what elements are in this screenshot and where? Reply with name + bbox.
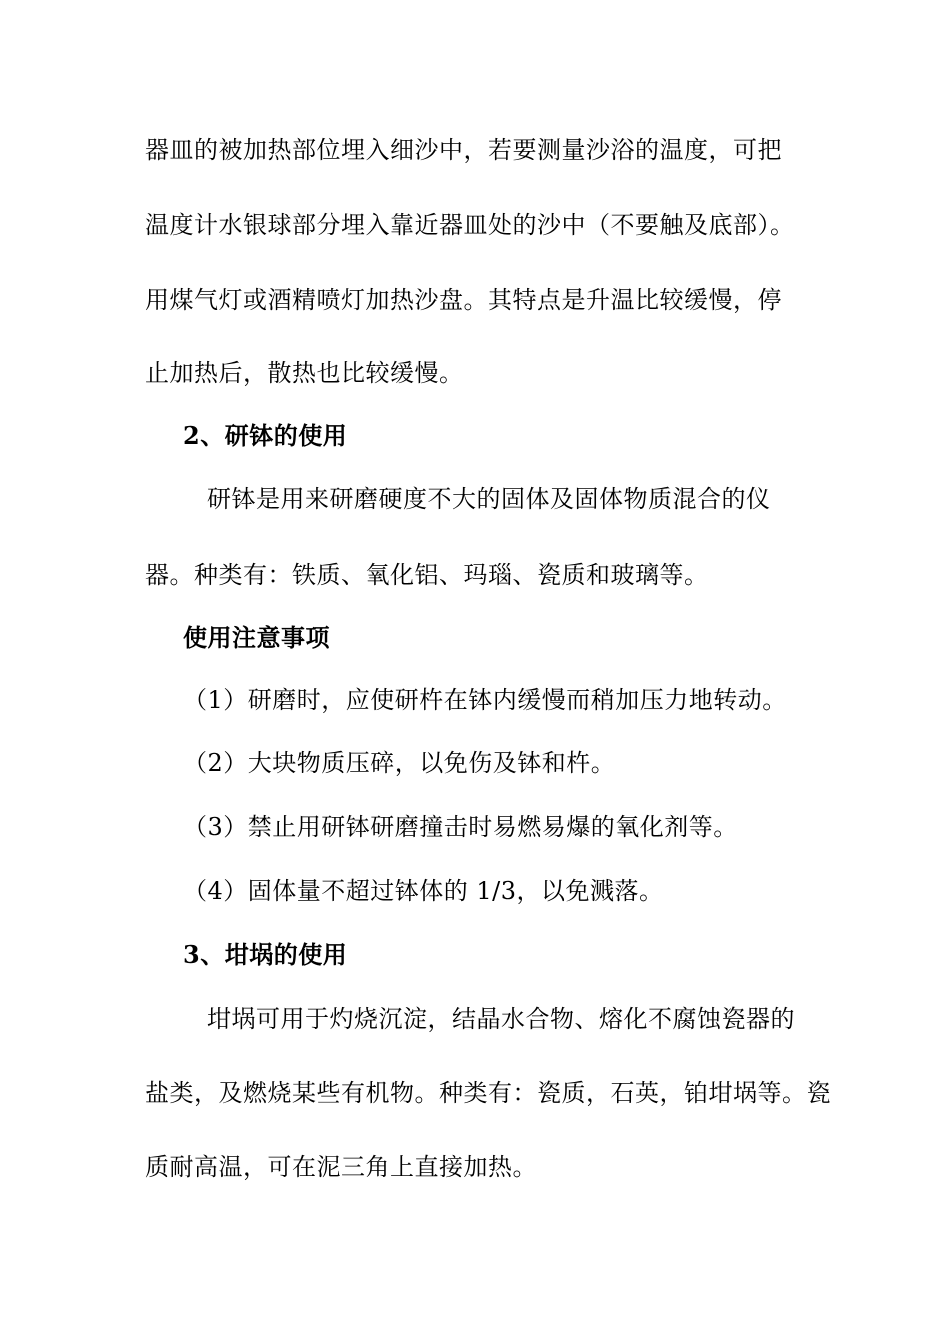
section-3-paragraph-line-3: 质耐高温，可在泥三角上直接加热。 xyxy=(145,1153,537,1181)
section-3-paragraph-line-2: 盐类，及燃烧某些有机物。种类有：瓷质，石英，铂坩埚等。瓷 xyxy=(145,1079,831,1107)
paragraph-1-line-2: 温度计水银球部分埋入靠近器皿处的沙中（不要触及底部）。 xyxy=(145,211,795,239)
usage-note-4: （4）固体量不超过钵体的 1/3，以免溅落。 xyxy=(183,877,664,905)
paragraph-1-line-3: 用煤气灯或酒精喷灯加热沙盘。其特点是升温比较缓慢，停 xyxy=(145,286,782,314)
paragraph-1-line-4: 止加热后，散热也比较缓慢。 xyxy=(145,359,464,387)
section-2-paragraph-line-2: 器。种类有：铁质、氧化铝、玛瑙、瓷质和玻璃等。 xyxy=(145,561,709,589)
usage-note-1: （1）研磨时，应使研杵在钵内缓慢而稍加压力地转动。 xyxy=(183,686,787,714)
usage-notes-heading: 使用注意事项 xyxy=(183,623,330,652)
section-3-paragraph-line-1: 坩埚可用于灼烧沉淀，结晶水合物、熔化不腐蚀瓷器的 xyxy=(207,1005,795,1033)
section-2-heading: 2、研钵的使用 xyxy=(183,421,348,450)
paragraph-1-line-1: 器皿的被加热部位埋入细沙中，若要测量沙浴的温度，可把 xyxy=(145,136,782,164)
section-2-paragraph-line-1: 研钵是用来研磨硬度不大的固体及固体物质混合的仪 xyxy=(207,485,771,513)
section-3-heading: 3、坩埚的使用 xyxy=(183,940,348,969)
usage-note-2: （2）大块物质压碎，以免伤及钵和杵。 xyxy=(183,749,616,777)
usage-note-3: （3）禁止用研钵研磨撞击时易燃易爆的氧化剂等。 xyxy=(183,813,738,841)
